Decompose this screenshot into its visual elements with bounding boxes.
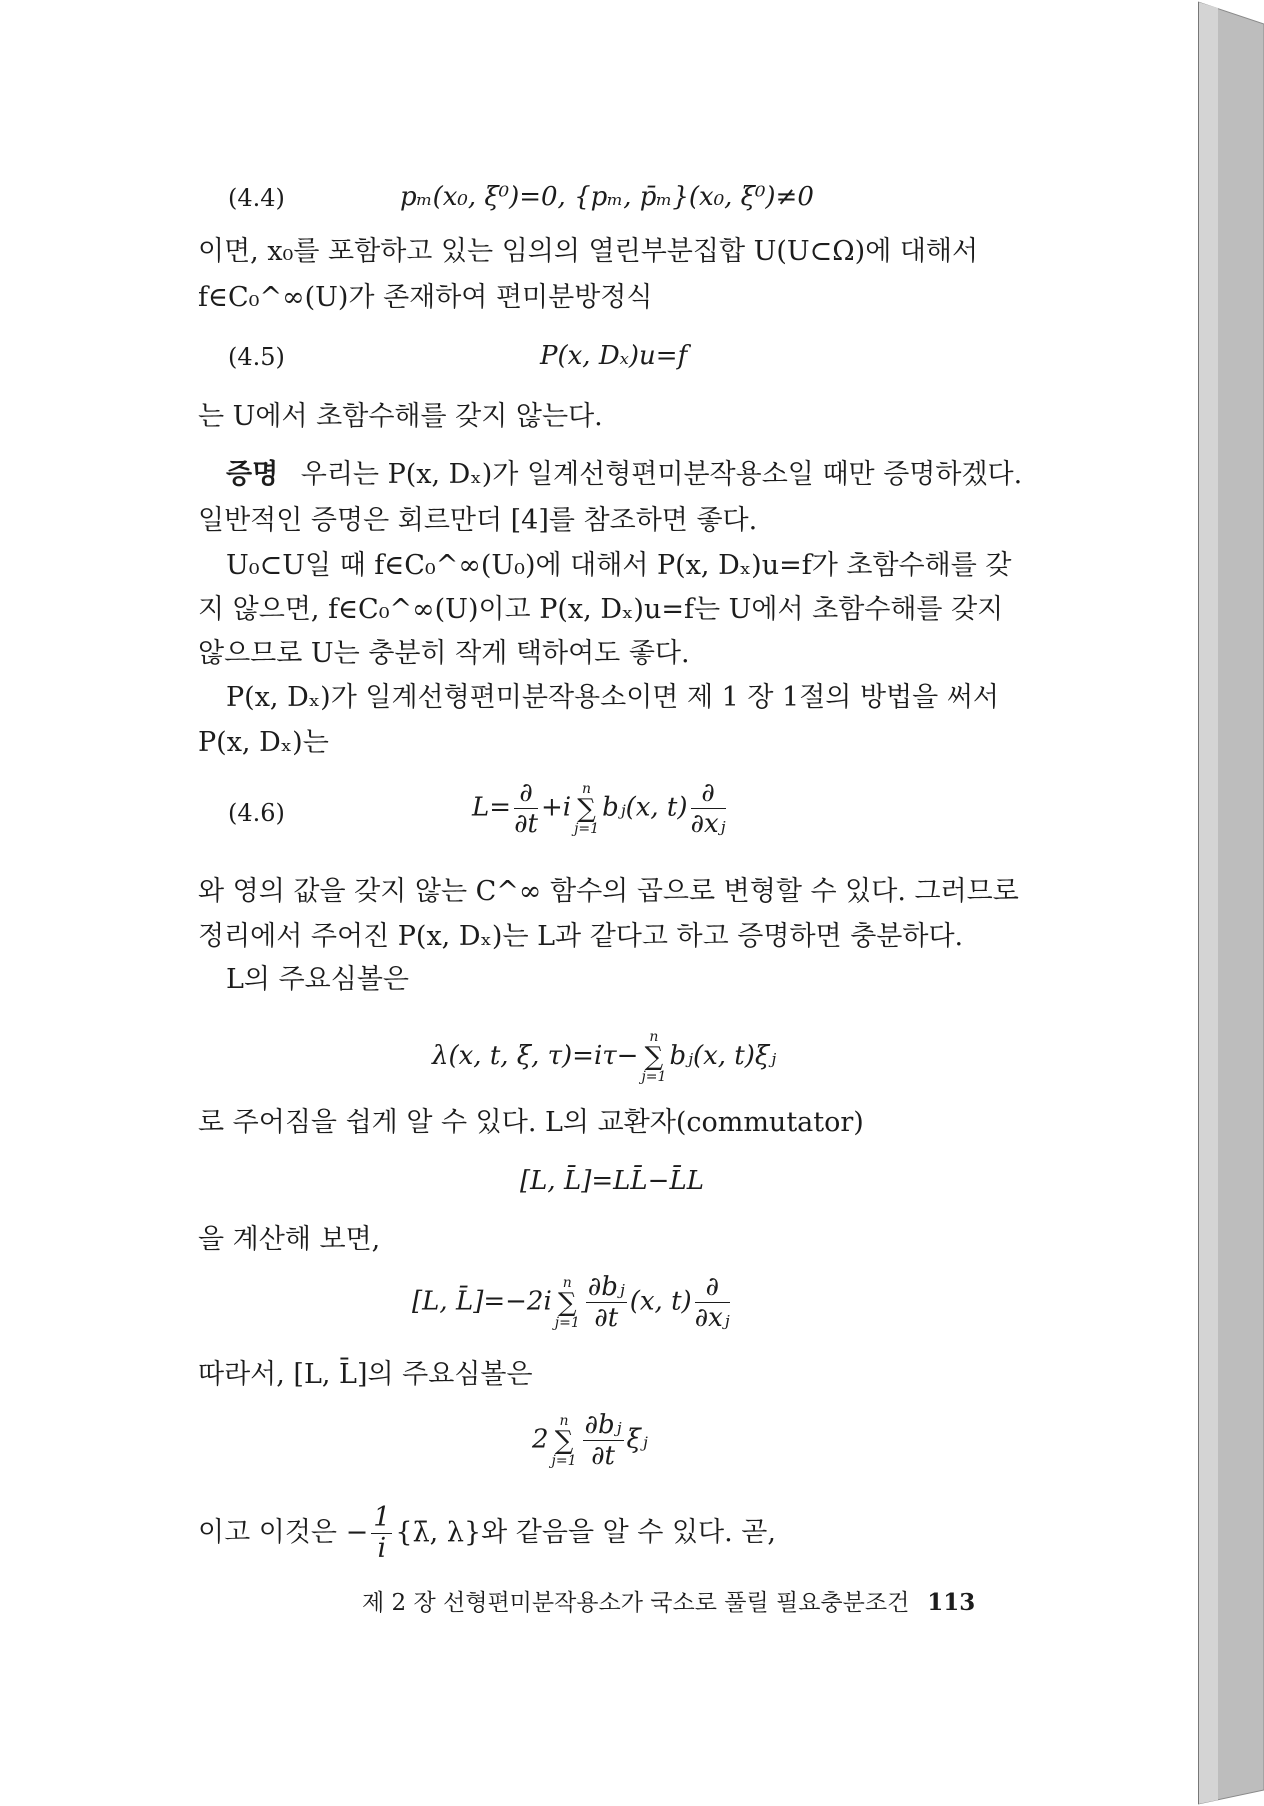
eq46-sum: n ∑ j=1	[574, 780, 600, 837]
equation-4-6	[472, 778, 729, 839]
bracket-fraction-1: $\frac{\text{∂bⱼ}}{\partial t}$	[587, 1272, 625, 1333]
page-stack-edge	[1198, 0, 1264, 1806]
text-line-15: 을 계산해 보면,	[198, 1224, 381, 1255]
bracket-principal-symbol: 2 n ∑ j=1 $\frac{\text{∂bⱼ}}{\partial t}$ ξⱼ	[532, 1410, 648, 1471]
equation-4-4: pₘ(x₀, ξ⁰)=0, {pₘ, p̄ₘ}(x₀, ξ⁰)≠0	[400, 182, 814, 212]
text-line-12: 정리에서 주어진 P(x, Dₓ)는 L과 같다고 하고 증명하면 충분하다.	[198, 921, 964, 952]
chapter-title: 제 2 장 선형편미분작용소가 국소로 풀릴 필요충분조건	[362, 1590, 910, 1616]
text-line-11: 와 영의 값을 갖지 않는 C^∞ 함수의 곱으로 변형할 수 있다. 그러므로	[198, 876, 1019, 907]
eq46-lhs: L=	[472, 792, 512, 823]
symbol-fraction: $\frac{\text{∂bⱼ}}{\partial t}$	[584, 1410, 622, 1471]
lambda-sum: n ∑ j=1	[641, 1029, 667, 1085]
eq46-coefficient: bⱼ(x, t)	[602, 792, 688, 823]
text-line-10: P(x, Dₓ)는	[198, 727, 329, 758]
text-line-2: f∈C₀^∞(U)가 존재하여 편미분방정식	[198, 282, 653, 313]
commutator-formula: [L, L̄]=LL̄−L̄L	[520, 1166, 704, 1196]
equation-4-5: P(x, Dₓ)u=f	[540, 341, 688, 371]
eq46-plus-i: +i	[540, 792, 572, 823]
equation-number-4-5: (4.5)	[228, 343, 285, 371]
bracket-sum: n ∑ j=1	[554, 1274, 580, 1331]
text-line-16: 따라서, [L, L̄]의 주요심볼은	[198, 1359, 533, 1390]
eq46-space-derivative: $\frac{\partial}{\text{∂xⱼ}}$	[690, 778, 726, 839]
proof-label: 증명	[226, 459, 279, 490]
equation-number-4-4: (4.4)	[228, 184, 285, 212]
page-number: 113	[927, 1589, 976, 1616]
text-line-7: 지 않으면, f∈C₀^∞(U)이고 P(x, Dₓ)u=f는 U에서 초함수해를 갖지	[198, 594, 1004, 625]
text-line-6: U₀⊂U일 때 f∈C₀^∞(U₀)에 대해서 P(x, Dₓ)u=f가 초함수해를 갖	[226, 550, 1012, 581]
text-line-9: P(x, Dₓ)가 일계선형편미분작용소이면 제 1 장 1절의 방법을 써서	[226, 682, 999, 713]
text-line-3: 는 U에서 초함수해를 갖지 않는다.	[198, 401, 603, 432]
eq46-time-derivative: $\frac{\partial}{\partial t}$	[514, 778, 538, 839]
principal-symbol-formula: λ(x, t, ξ, τ)=iτ− n ∑ j=1 bⱼ(x, t)ξⱼ	[432, 1029, 777, 1085]
page-footer	[362, 1588, 975, 1618]
bracket-fraction-2: $\frac{\partial}{\text{∂xⱼ}}$	[694, 1272, 730, 1333]
proof-line	[226, 458, 1022, 492]
text-line-5: 일반적인 증명은 회르만더 [4]를 참조하면 좋다.	[198, 505, 758, 536]
symbol-sum: n ∑ j=1	[551, 1412, 577, 1469]
text-line-1: 이면, x₀를 포함하고 있는 임의의 열린부분집합 U(U⊂Ω)에 대해서	[198, 236, 979, 267]
one-over-i-fraction: $\frac{1}{i}$	[373, 1502, 391, 1564]
text-line-17: 이고 이것은 − $\frac{1}{i}$ {λ̄, λ}와 같음을 알 수 있다. 곧,	[198, 1502, 776, 1564]
equation-number-4-6: (4.6)	[228, 799, 285, 827]
text-line-8: 않으므로 U는 충분히 작게 택하여도 좋다.	[198, 638, 690, 669]
text-line-13: L의 주요심볼은	[226, 964, 410, 995]
text-line-14: 로 주어짐을 쉽게 알 수 있다. L의 교환자(commutator)	[198, 1107, 864, 1138]
bracket-formula: [L, L̄]=−2i n ∑ j=1 $\frac{\text{∂bⱼ}}{\partial t}$ (x, t) $\frac{\partial}{\text{∂xⱼ}}$	[412, 1272, 730, 1333]
proof-text: 우리는 P(x, Dₓ)가 일계선형편미분작용소일 때만 증명하겠다.	[300, 459, 1023, 490]
